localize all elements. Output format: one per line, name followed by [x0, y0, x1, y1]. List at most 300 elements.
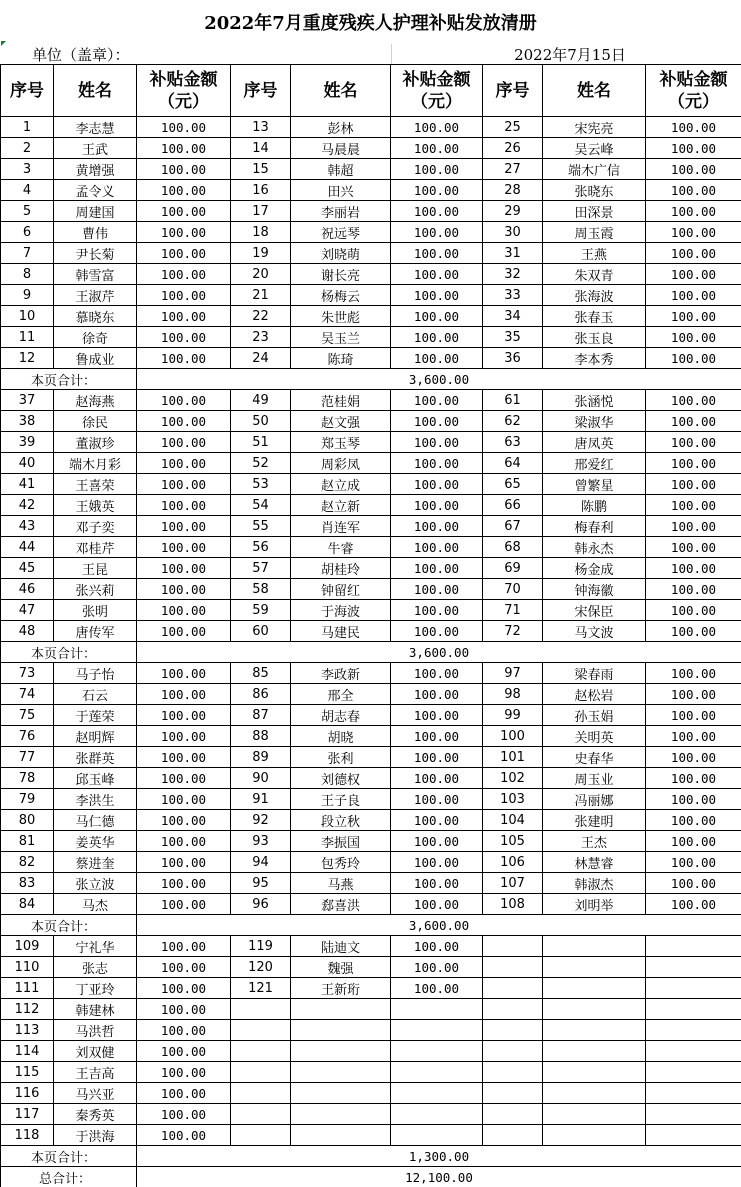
table-row [1, 222, 741, 243]
table-row [1, 201, 741, 222]
row-name: 张海波 [543, 285, 646, 306]
table-row [1, 243, 741, 264]
row-no: 41 [1, 474, 54, 495]
row-no: 34 [483, 306, 543, 327]
row-amount: 100.00 [137, 306, 231, 327]
empty-cell [231, 1062, 291, 1083]
row-no: 30 [483, 222, 543, 243]
subtotal-value: 3,600.00 [137, 915, 741, 936]
empty-cell [291, 1125, 391, 1146]
row-amount: 100.00 [646, 138, 741, 159]
row-name: 钟留红 [291, 579, 391, 600]
row-no: 45 [1, 558, 54, 579]
row-no: 64 [483, 453, 543, 474]
row-no: 113 [1, 1020, 54, 1041]
row-amount: 100.00 [646, 894, 741, 915]
row-name: 赵松岩 [543, 684, 646, 705]
row-amount: 100.00 [646, 411, 741, 432]
table-row [1, 957, 741, 978]
table-row [1, 117, 741, 138]
row-name: 赵立成 [291, 474, 391, 495]
empty-cell [646, 1083, 741, 1104]
row-amount: 100.00 [137, 348, 231, 369]
row-name: 赵文强 [291, 411, 391, 432]
row-amount: 100.00 [137, 684, 231, 705]
header-no: 序号 [1, 65, 54, 117]
row-name: 马洪哲 [54, 1020, 137, 1041]
row-no: 76 [1, 726, 54, 747]
header-amount: 补贴金额 （元） [646, 65, 741, 117]
row-amount: 100.00 [137, 1104, 231, 1125]
row-name: 王新珩 [291, 978, 391, 999]
table-row [1, 516, 741, 537]
row-amount: 100.00 [137, 1062, 231, 1083]
row-amount: 100.00 [137, 726, 231, 747]
row-name: 王燕 [543, 243, 646, 264]
row-name: 吴玉兰 [291, 327, 391, 348]
row-amount: 100.00 [646, 243, 741, 264]
row-no: 29 [483, 201, 543, 222]
row-name: 张兴莉 [54, 579, 137, 600]
row-name: 马晨晨 [291, 138, 391, 159]
row-name: 赵立新 [291, 495, 391, 516]
row-no: 84 [1, 894, 54, 915]
row-name: 宋宪亮 [543, 117, 646, 138]
subtotal-label: 本页合计： [1, 1146, 137, 1167]
row-amount: 100.00 [137, 978, 231, 999]
table-row [1, 579, 741, 600]
row-name: 张晓东 [543, 180, 646, 201]
row-name: 马兴亚 [54, 1083, 137, 1104]
table-row [1, 411, 741, 432]
row-amount: 100.00 [391, 474, 483, 495]
row-name: 曹伟 [54, 222, 137, 243]
row-name: 王娥英 [54, 495, 137, 516]
row-amount: 100.00 [391, 495, 483, 516]
row-name: 邢全 [291, 684, 391, 705]
row-name: 梅春利 [543, 516, 646, 537]
header-name: 姓名 [543, 65, 646, 117]
row-no: 32 [483, 264, 543, 285]
header-amount: 补贴金额 （元） [137, 65, 231, 117]
row-name: 李洪生 [54, 789, 137, 810]
header-no: 序号 [231, 65, 291, 117]
row-no: 57 [231, 558, 291, 579]
empty-cell [543, 1125, 646, 1146]
row-no: 15 [231, 159, 291, 180]
table-row [1, 306, 741, 327]
row-name: 杨梅云 [291, 285, 391, 306]
header-no: 序号 [483, 65, 543, 117]
row-no: 74 [1, 684, 54, 705]
row-amount: 100.00 [646, 453, 741, 474]
empty-cell [391, 999, 483, 1020]
empty-cell [483, 999, 543, 1020]
row-amount: 100.00 [646, 768, 741, 789]
row-no: 86 [231, 684, 291, 705]
row-name: 吴云峰 [543, 138, 646, 159]
empty-cell [291, 1083, 391, 1104]
row-no: 3 [1, 159, 54, 180]
empty-cell [231, 1020, 291, 1041]
row-name: 钟海徽 [543, 579, 646, 600]
row-amount: 100.00 [646, 558, 741, 579]
row-name: 马杰 [54, 894, 137, 915]
row-amount: 100.00 [137, 768, 231, 789]
row-name: 范桂娟 [291, 390, 391, 411]
row-name: 马燕 [291, 873, 391, 894]
row-name: 尹长菊 [54, 243, 137, 264]
table-row [1, 180, 741, 201]
row-no: 99 [483, 705, 543, 726]
row-no: 27 [483, 159, 543, 180]
empty-cell [231, 1125, 291, 1146]
row-no: 13 [231, 117, 291, 138]
empty-cell [483, 957, 543, 978]
row-no: 118 [1, 1125, 54, 1146]
row-no: 40 [1, 453, 54, 474]
row-amount: 100.00 [391, 222, 483, 243]
row-name: 石云 [54, 684, 137, 705]
empty-cell [646, 1125, 741, 1146]
empty-cell [646, 936, 741, 957]
row-no: 23 [231, 327, 291, 348]
row-no: 83 [1, 873, 54, 894]
grand-total-value: 12,100.00 [137, 1167, 741, 1187]
row-amount: 100.00 [137, 201, 231, 222]
row-amount: 100.00 [137, 180, 231, 201]
row-name: 陆迪文 [291, 936, 391, 957]
row-name: 胡桂玲 [291, 558, 391, 579]
row-name: 刘明举 [543, 894, 646, 915]
row-amount: 100.00 [646, 432, 741, 453]
row-amount: 100.00 [391, 768, 483, 789]
row-amount: 100.00 [646, 264, 741, 285]
page-title: 2022年7月重度残疾人护理补贴发放清册 [204, 13, 537, 34]
row-amount: 100.00 [137, 243, 231, 264]
row-amount: 100.00 [646, 600, 741, 621]
row-amount: 100.00 [391, 663, 483, 684]
row-name: 马子怡 [54, 663, 137, 684]
row-amount: 100.00 [137, 432, 231, 453]
row-no: 33 [483, 285, 543, 306]
row-name: 张明 [54, 600, 137, 621]
empty-cell [646, 1041, 741, 1062]
row-amount: 100.00 [137, 663, 231, 684]
row-amount: 100.00 [137, 789, 231, 810]
row-amount: 100.00 [391, 348, 483, 369]
row-no: 97 [483, 663, 543, 684]
row-name: 于莲荣 [54, 705, 137, 726]
row-amount: 100.00 [646, 873, 741, 894]
row-no: 61 [483, 390, 543, 411]
table-row [1, 1125, 741, 1146]
row-name: 刘德权 [291, 768, 391, 789]
empty-cell [391, 1062, 483, 1083]
row-amount: 100.00 [137, 936, 231, 957]
row-no: 105 [483, 831, 543, 852]
table-row [1, 852, 741, 873]
row-no: 81 [1, 831, 54, 852]
row-no: 120 [231, 957, 291, 978]
row-no: 67 [483, 516, 543, 537]
row-no: 96 [231, 894, 291, 915]
table-row [1, 1020, 741, 1041]
row-no: 65 [483, 474, 543, 495]
subtotal-value: 3,600.00 [137, 369, 741, 390]
row-name: 胡志春 [291, 705, 391, 726]
row-amount: 100.00 [391, 684, 483, 705]
row-no: 93 [231, 831, 291, 852]
row-name: 田兴 [291, 180, 391, 201]
row-amount: 100.00 [646, 684, 741, 705]
row-amount: 100.00 [391, 558, 483, 579]
row-no: 110 [1, 957, 54, 978]
row-name: 王喜荣 [54, 474, 137, 495]
row-amount: 100.00 [137, 495, 231, 516]
row-no: 10 [1, 306, 54, 327]
table-row [1, 978, 741, 999]
row-amount: 100.00 [391, 705, 483, 726]
empty-cell [646, 1062, 741, 1083]
row-amount: 100.00 [646, 810, 741, 831]
row-amount: 100.00 [391, 117, 483, 138]
empty-cell [291, 1020, 391, 1041]
row-name: 包秀玲 [291, 852, 391, 873]
row-no: 35 [483, 327, 543, 348]
row-no: 89 [231, 747, 291, 768]
row-no: 54 [231, 495, 291, 516]
table-row [1, 600, 741, 621]
row-no: 85 [231, 663, 291, 684]
empty-cell [291, 999, 391, 1020]
table-row [1, 327, 741, 348]
row-amount: 100.00 [391, 432, 483, 453]
row-no: 12 [1, 348, 54, 369]
row-name: 朱双青 [543, 264, 646, 285]
row-amount: 100.00 [646, 852, 741, 873]
empty-cell [483, 1083, 543, 1104]
empty-cell [483, 1104, 543, 1125]
empty-cell [483, 1020, 543, 1041]
row-name: 肖连军 [291, 516, 391, 537]
row-amount: 100.00 [391, 243, 483, 264]
row-no: 71 [483, 600, 543, 621]
row-amount: 100.00 [137, 999, 231, 1020]
row-amount: 100.00 [646, 159, 741, 180]
row-no: 46 [1, 579, 54, 600]
row-no: 55 [231, 516, 291, 537]
row-no: 60 [231, 621, 291, 642]
row-no: 106 [483, 852, 543, 873]
row-amount: 100.00 [646, 348, 741, 369]
row-name: 张志 [54, 957, 137, 978]
row-amount: 100.00 [137, 705, 231, 726]
row-no: 66 [483, 495, 543, 516]
row-amount: 100.00 [646, 831, 741, 852]
empty-cell [483, 1041, 543, 1062]
row-name: 李振国 [291, 831, 391, 852]
row-name: 周彩凤 [291, 453, 391, 474]
row-name: 于海波 [291, 600, 391, 621]
grand-total-row [1, 1167, 741, 1187]
row-name: 郄喜洪 [291, 894, 391, 915]
row-no: 42 [1, 495, 54, 516]
row-no: 100 [483, 726, 543, 747]
empty-cell [543, 1104, 646, 1125]
row-name: 韩淑杰 [543, 873, 646, 894]
subtotal-label: 本页合计： [1, 642, 137, 663]
row-amount: 100.00 [391, 936, 483, 957]
row-amount: 100.00 [391, 390, 483, 411]
row-name: 张涵悦 [543, 390, 646, 411]
empty-cell [543, 999, 646, 1020]
row-amount: 100.00 [391, 327, 483, 348]
row-name: 张利 [291, 747, 391, 768]
row-name: 徐奇 [54, 327, 137, 348]
empty-cell [483, 978, 543, 999]
row-no: 5 [1, 201, 54, 222]
row-no: 50 [231, 411, 291, 432]
row-no: 36 [483, 348, 543, 369]
row-no: 39 [1, 432, 54, 453]
row-name: 秦秀英 [54, 1104, 137, 1125]
row-name: 曾繁星 [543, 474, 646, 495]
subtotal-label: 本页合计： [1, 915, 137, 936]
row-no: 51 [231, 432, 291, 453]
row-amount: 100.00 [391, 138, 483, 159]
row-amount: 100.00 [391, 180, 483, 201]
empty-cell [646, 999, 741, 1020]
row-amount: 100.00 [137, 810, 231, 831]
row-amount: 100.00 [137, 621, 231, 642]
row-no: 69 [483, 558, 543, 579]
row-amount: 100.00 [137, 138, 231, 159]
empty-cell [391, 1083, 483, 1104]
row-name: 谢长亮 [291, 264, 391, 285]
row-name: 韩超 [291, 159, 391, 180]
table-row [1, 789, 741, 810]
row-no: 70 [483, 579, 543, 600]
row-amount: 100.00 [137, 831, 231, 852]
row-no: 24 [231, 348, 291, 369]
empty-cell [291, 1104, 391, 1125]
table-row [1, 453, 741, 474]
row-no: 58 [231, 579, 291, 600]
row-no: 8 [1, 264, 54, 285]
row-no: 19 [231, 243, 291, 264]
table-row [1, 705, 741, 726]
row-name: 田深景 [543, 201, 646, 222]
row-no: 92 [231, 810, 291, 831]
table-row [1, 621, 741, 642]
row-name: 马仁德 [54, 810, 137, 831]
row-name: 梁淑华 [543, 411, 646, 432]
row-amount: 100.00 [391, 957, 483, 978]
row-no: 52 [231, 453, 291, 474]
row-no: 56 [231, 537, 291, 558]
subtotal-label: 本页合计： [1, 369, 137, 390]
row-amount: 100.00 [646, 306, 741, 327]
row-amount: 100.00 [391, 600, 483, 621]
empty-cell [646, 1020, 741, 1041]
empty-cell [543, 1083, 646, 1104]
row-no: 94 [231, 852, 291, 873]
grand-total-label: 总合计： [1, 1167, 137, 1187]
subtotal-row [1, 642, 741, 663]
unit-stamp-label: 单位（盖章）： [32, 45, 130, 64]
row-no: 95 [231, 873, 291, 894]
row-no: 77 [1, 747, 54, 768]
row-name: 王吉高 [54, 1062, 137, 1083]
row-no: 37 [1, 390, 54, 411]
row-no: 119 [231, 936, 291, 957]
row-amount: 100.00 [391, 306, 483, 327]
row-no: 78 [1, 768, 54, 789]
row-amount: 100.00 [646, 495, 741, 516]
row-amount: 100.00 [391, 894, 483, 915]
row-name: 王杰 [543, 831, 646, 852]
empty-cell [231, 999, 291, 1020]
row-name: 张玉良 [543, 327, 646, 348]
row-amount: 100.00 [137, 390, 231, 411]
row-amount: 100.00 [646, 579, 741, 600]
row-amount: 100.00 [646, 705, 741, 726]
row-no: 98 [483, 684, 543, 705]
subsidy-table [0, 64, 741, 1187]
row-amount: 100.00 [646, 180, 741, 201]
row-no: 107 [483, 873, 543, 894]
table-row [1, 1041, 741, 1062]
row-no: 17 [231, 201, 291, 222]
table-row [1, 810, 741, 831]
row-amount: 100.00 [137, 159, 231, 180]
table-row [1, 348, 741, 369]
row-name: 邓子奕 [54, 516, 137, 537]
empty-cell [391, 1020, 483, 1041]
header-amount: 补贴金额 （元） [391, 65, 483, 117]
row-no: 16 [231, 180, 291, 201]
subtotal-value: 3,600.00 [137, 642, 741, 663]
row-no: 82 [1, 852, 54, 873]
row-amount: 100.00 [391, 747, 483, 768]
row-amount: 100.00 [391, 516, 483, 537]
row-amount: 100.00 [646, 516, 741, 537]
row-name: 周玉霞 [543, 222, 646, 243]
row-amount: 100.00 [646, 201, 741, 222]
row-name: 徐民 [54, 411, 137, 432]
row-amount: 100.00 [391, 411, 483, 432]
row-name: 胡晓 [291, 726, 391, 747]
header-name: 姓名 [291, 65, 391, 117]
row-no: 18 [231, 222, 291, 243]
row-no: 48 [1, 621, 54, 642]
header-row [1, 65, 741, 117]
row-no: 108 [483, 894, 543, 915]
row-no: 117 [1, 1104, 54, 1125]
row-name: 周建国 [54, 201, 137, 222]
row-amount: 100.00 [646, 117, 741, 138]
row-amount: 100.00 [137, 1020, 231, 1041]
row-amount: 100.00 [137, 453, 231, 474]
table-row [1, 936, 741, 957]
empty-cell [543, 936, 646, 957]
row-name: 端木月彩 [54, 453, 137, 474]
row-name: 陈鹏 [543, 495, 646, 516]
row-amount: 100.00 [137, 516, 231, 537]
row-amount: 100.00 [391, 579, 483, 600]
empty-cell [543, 978, 646, 999]
